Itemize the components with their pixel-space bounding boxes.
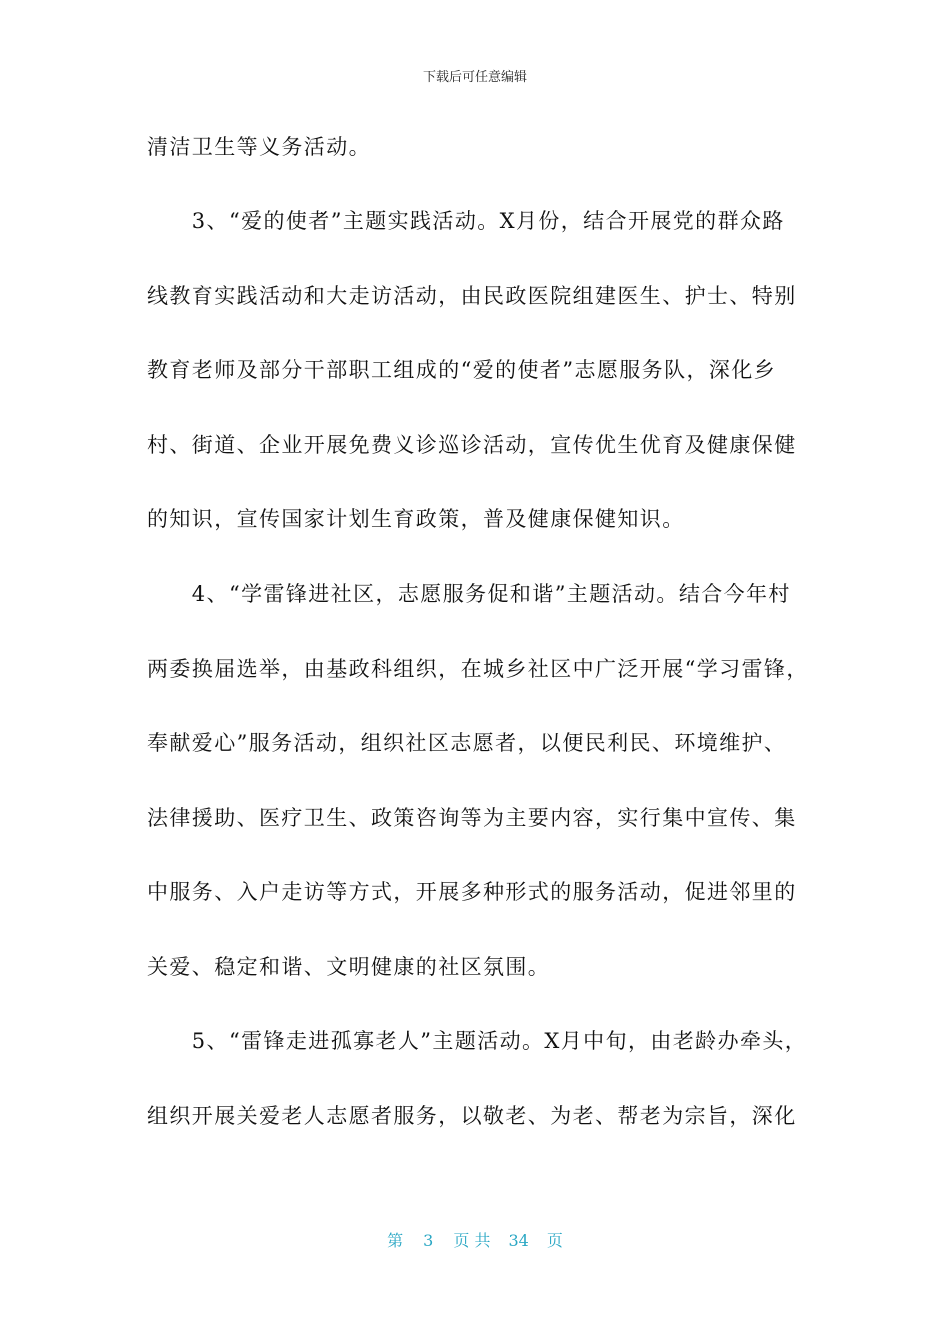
- footer-total-pages: 34: [508, 1231, 529, 1250]
- footer-suffix: 页: [546, 1231, 563, 1250]
- footer-middle: 页 共: [453, 1231, 491, 1250]
- page-header: 下载后可任意编辑: [422, 70, 527, 85]
- footer-prefix: 第: [387, 1231, 404, 1250]
- text-line-3: 线教育实践活动和大走访活动，由民政医院组建医生、护士、特别: [147, 284, 797, 308]
- text-line-10: 法律援助、医疗卫生、政策咨询等为主要内容，实行集中宣传、集: [147, 806, 797, 830]
- text-line-1: 清洁卫生等义务活动。: [147, 135, 371, 159]
- text-line-12: 关爱、稳定和谐、文明健康的社区氛围。: [147, 955, 551, 979]
- text-line-11: 中服务、入户走访等方式，开展多种形式的服务活动，促进邻里的: [147, 880, 797, 904]
- page-footer: [0, 1228, 950, 1251]
- text-line-9: 奉献爱心”服务活动，组织社区志愿者，以便民利民、环境维护、: [147, 731, 787, 755]
- text-line-5: 村、街道、企业开展免费义诊巡诊活动，宣传优生优育及健康保健: [147, 433, 797, 457]
- text-line-2: 3、“爱的使者”主题实践活动。X月份，结合开展党的群众路: [147, 209, 785, 233]
- text-line-14: 组织开展关爱老人志愿者服务，以敬老、为老、帮老为宗旨，深化: [147, 1104, 797, 1128]
- text-line-8: 两委换届选举，由基政科组织，在城乡社区中广泛开展“学习雷锋，: [147, 657, 809, 681]
- text-line-6: 的知识，宣传国家计划生育政策，普及健康保健知识。: [147, 507, 685, 531]
- footer-page-number: 3: [423, 1231, 434, 1250]
- text-line-4: 教育老师及部分干部职工组成的“爱的使者”志愿服务队，深化乡: [147, 358, 777, 382]
- text-line-13: 5、“雷锋走进孤寡老人”主题活动。X月中旬，由老龄办牵头，: [147, 1029, 808, 1053]
- text-line-7: 4、“学雷锋进社区，志愿服务促和谐”主题活动。结合今年村: [147, 582, 791, 606]
